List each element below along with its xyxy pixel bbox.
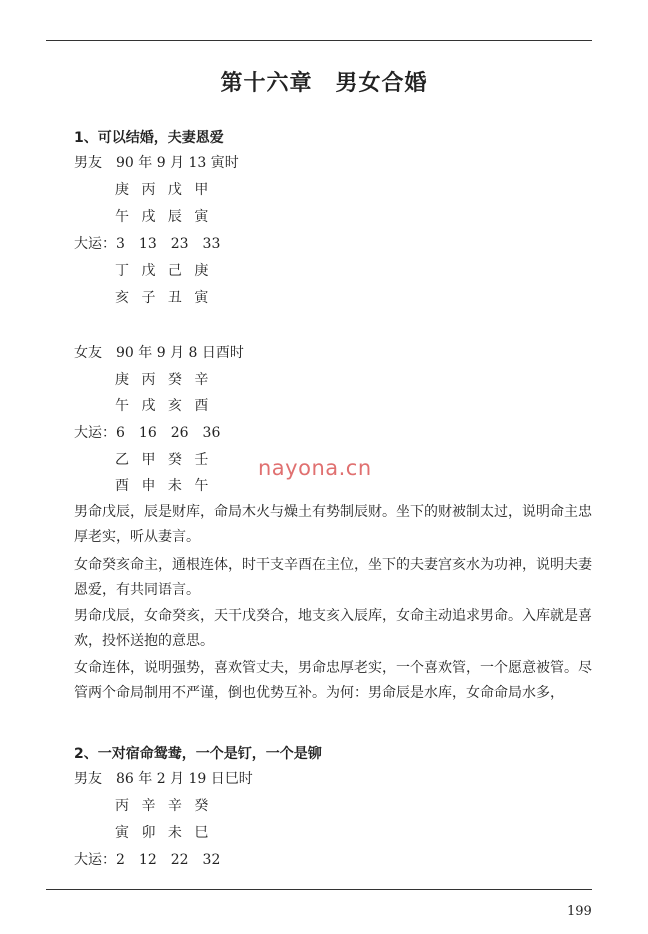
female-earthly-branches: 午 戌 亥 酉 [115,398,213,414]
analysis-paragraph-3: 男命戊辰，女命癸亥，天干戊癸合，地支亥入辰库，女命主动追求男命。入库就是喜欢，投怀送抱的意思。 [74,608,592,649]
top-rule [46,40,592,41]
male-heavenly-stems-2: 丙 辛 辛 癸 [115,798,213,814]
female-dayun-stems: 乙 甲 癸 壬 [115,452,213,468]
watermark: nayona.cn [258,456,372,480]
analysis-paragraph-1: 男命戊辰，辰是财库，命局木火与燥土有势制辰财。坐下的财被制太过，说明命主忠厚老实，听从妻言。 [74,504,592,545]
male-dayun-2: 大运：2 12 22 32 [74,852,221,868]
analysis-paragraph-4: 女命连体，说明强势，喜欢管丈夫，男命忠厚老实，一个喜欢管，一个愿意被管。尽管两个命局制用不严谨，倒也优势互补。为何：男命辰是水库，女命命局水多， [74,660,592,701]
male-earthly-branches: 午 戌 辰 寅 [115,209,213,225]
male-dayun-branches: 亥 子 丑 寅 [115,290,213,306]
male-birth-info-2: 男友 86 年 2 月 19 日巳时 [74,771,253,787]
male-birth-info: 男友 90 年 9 月 13 寅时 [74,155,239,171]
page-number: 199 [567,904,592,919]
section-2-heading: 2、一对宿命鸳鸯，一个是钉，一个是铆 [74,746,322,762]
section-1-heading: 1、可以结婚，夫妻恩爱 [74,130,224,146]
male-dayun-stems: 丁 戊 己 庚 [115,263,213,279]
analysis-paragraph-2: 女命癸亥命主，通根连体，时干支辛酉在主位，坐下的夫妻宫亥水为功神，说明夫妻恩爱，有共同语言。 [74,557,592,598]
female-dayun-branches: 酉 申 未 午 [115,478,213,494]
male-earthly-branches-2: 寅 卯 未 巳 [115,825,213,841]
bottom-rule [46,889,592,890]
female-birth-info: 女友 90 年 9 月 8 日酉时 [74,345,244,361]
female-dayun: 大运：6 16 26 36 [74,425,221,441]
female-heavenly-stems: 庚 丙 癸 辛 [115,372,213,388]
male-heavenly-stems: 庚 丙 戊 甲 [115,182,213,198]
male-dayun: 大运：3 13 23 33 [74,236,221,252]
chapter-title: 第十六章 男女合婚 [220,71,428,96]
